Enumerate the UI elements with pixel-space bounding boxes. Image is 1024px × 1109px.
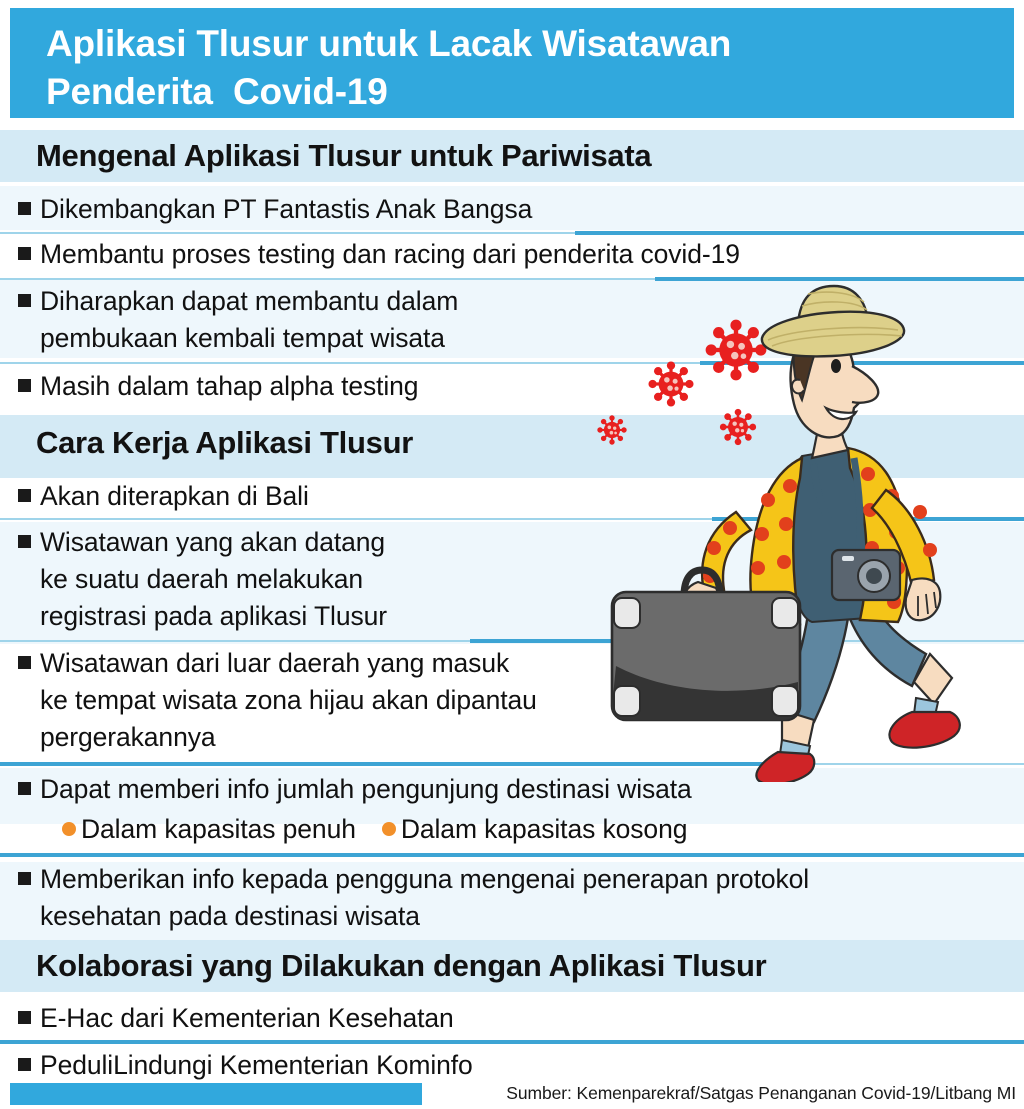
list-item: [0, 283, 1024, 357]
bullet-square-icon: [18, 872, 31, 885]
list-item: [0, 368, 1024, 405]
section-header-3: [0, 940, 1024, 992]
list-item: [0, 1047, 1024, 1084]
row-separator: [0, 231, 1024, 235]
bullet-square-icon: [18, 1011, 31, 1024]
bullet-square-icon: [18, 294, 31, 307]
bullet-square-icon: [18, 489, 31, 502]
row-separator: [0, 361, 1024, 365]
list-item-emphasis: racing: [393, 239, 466, 269]
section-header-3-label: Kolaborasi yang Dilakukan dengan Aplikasi Tlusur: [36, 948, 767, 983]
list-item: [0, 771, 1024, 808]
page-title-line1: Aplikasi Tlusur untuk Lacak Wisatawan: [46, 23, 732, 64]
footer-accent-bar: [10, 1083, 422, 1105]
list-item-text: Dikembangkan PT Fantastis Anak Bangsa: [40, 194, 533, 224]
row-separator: [0, 277, 1024, 281]
page-title-bar: [10, 8, 1014, 118]
row-separator: [0, 639, 1024, 643]
row-separator: [0, 762, 1024, 766]
bullet-square-icon: [18, 656, 31, 669]
row-separator: [0, 853, 1024, 857]
bullet-square-icon: [18, 1058, 31, 1071]
bullet-square-icon: [18, 782, 31, 795]
list-item: [0, 236, 1024, 273]
orange-dot-icon: [62, 822, 76, 836]
list-item: [0, 191, 1024, 228]
section-header-1-label: Mengenal Aplikasi Tlusur untuk Pariwisata: [36, 138, 652, 173]
list-item-emphasis: alpha testing: [269, 371, 419, 401]
list-item-text: Membantu proses: [40, 239, 258, 269]
list-item-text: Memberikan info kepada pengguna mengenai penerapan protokol: [40, 864, 810, 894]
list-item-text-line2: ke tempat wisata zona hijau akan dipantau: [40, 685, 537, 715]
capacity-full-label: Dalam kapasitas penuh: [81, 814, 356, 844]
list-item-text: Dapat memberi info jumlah pengunjung destinasi wisata: [40, 774, 692, 804]
list-item-text: Diharapkan dapat membantu dalam: [40, 286, 459, 316]
section-header-2-label: Cara Kerja Aplikasi Tlusur: [36, 425, 413, 460]
capacity-legend: [0, 812, 1024, 846]
list-item-text-line2: kesehatan pada destinasi wisata: [40, 901, 420, 931]
list-item: [0, 524, 1024, 635]
bullet-square-icon: [18, 247, 31, 260]
list-item: [0, 861, 1024, 935]
section-header-2: [0, 415, 1024, 471]
list-item: [0, 478, 1024, 515]
list-item-text: Akan diterapkan di Bali: [40, 481, 309, 511]
list-item-text: dari Kementerian Kesehatan: [113, 1003, 454, 1033]
source-credit: Sumber: Kemenparekraf/Satgas Penanganan Covid-19/Litbang MI: [506, 1083, 1016, 1103]
list-item-text: Masih dalam tahap: [40, 371, 270, 401]
bullet-square-icon: [18, 202, 31, 215]
list-item-text-line2: ke suatu daerah melakukan: [40, 564, 364, 594]
row-separator: [0, 1040, 1024, 1044]
list-item-emphasis: Tlusur: [313, 601, 387, 631]
list-item-text: dari penderita covid-19: [465, 239, 740, 269]
list-item-text: Kementerian Kominfo: [212, 1050, 473, 1080]
page-title-line2: Penderita Covid-19: [46, 71, 388, 112]
bullet-square-icon: [18, 535, 31, 548]
list-item-text: Wisatawan yang akan datang: [40, 527, 386, 557]
capacity-empty-label: Dalam kapasitas kosong: [400, 814, 688, 844]
list-item-text-line2: pembukaan kembali tempat wisata: [40, 323, 445, 353]
list-item-text-line3: pergerakannya: [40, 722, 216, 752]
list-item-text: dan: [335, 239, 394, 269]
row-separator: [0, 517, 1024, 521]
orange-dot-icon: [382, 822, 396, 836]
list-item-emphasis: E-Hac: [40, 1003, 114, 1033]
list-item: [0, 645, 1024, 756]
list-item: [0, 1000, 1024, 1037]
section-header-1: [0, 130, 1024, 182]
list-item-text: Wisatawan dari luar daerah yang masuk: [40, 648, 510, 678]
list-item-text-line3: registrasi pada aplikasi Tlusur: [40, 601, 387, 631]
bullet-square-icon: [18, 379, 31, 392]
list-item-emphasis: PeduliLindungi: [40, 1050, 213, 1080]
list-item-emphasis: testing: [257, 239, 336, 269]
